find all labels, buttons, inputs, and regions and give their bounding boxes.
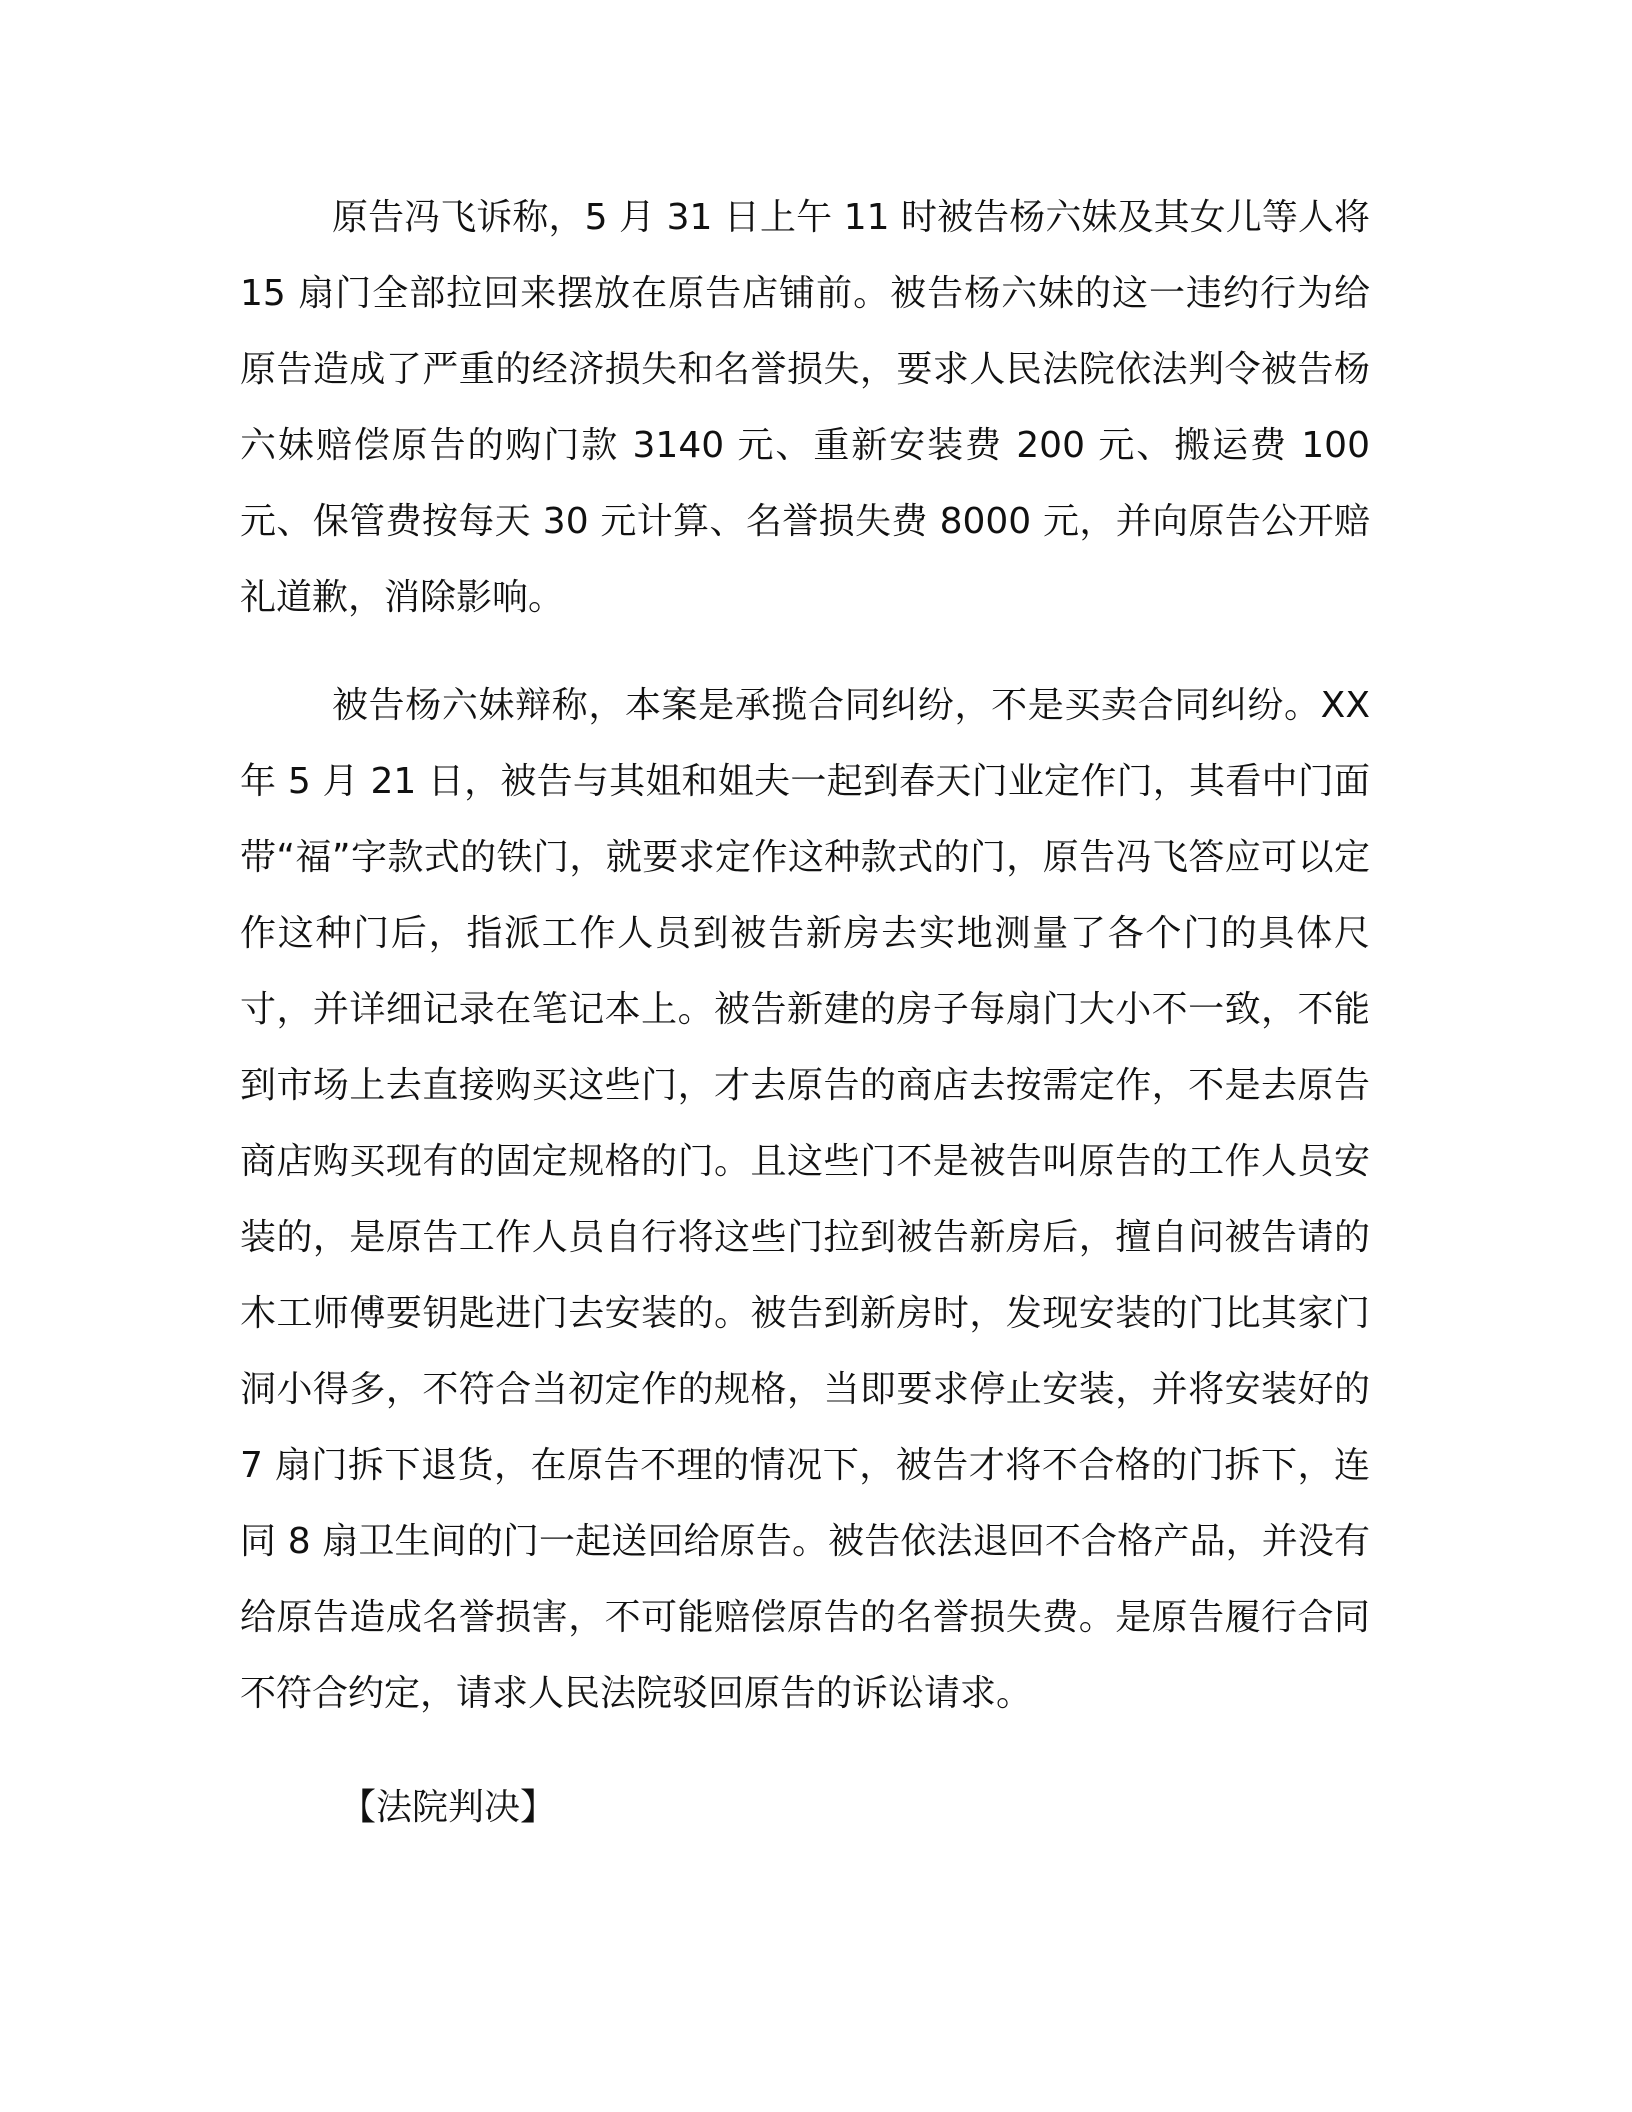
defendant-defense-paragraph: 被告杨六妹辩称，本案是承揽合同纠纷，不是买卖合同纠纷。XX 年 5 月 21 日，被告与其姐和姐夫一起到春天门业定作门，其看中门面带“福”字款式的铁门，就要求定作这种款式的门，原告冯飞答应可以定作这种门后，指派工作人员到被告新房去实地测量了各个门的具体尺寸，并详细记录在笔记本上。被告新建的房子每扇门大小不一致，不能到市场上去直接购买这些门，才去原告的商店去按需定作，不是去原告商店购买现有的固定规格的门。且这些门不是被告叫原告的工作人员安装的，是原告工作人员自行将这些门拉到被告新房后，擅自问被告请的木工师傅要钥匙进门去安装的。被告到新房时，发现安装的门比其家门洞小得多，不符合当初定作的规格，当即要求停止安装，并将安装好的 7 扇门拆下退货，在原告不理的情况下，被告才将不合格的门拆下，连同 8 扇卫生间的门一起送回给原告。被告依法退回不合格产品，并没有给原告造成名誉损害，不可能赔偿原告的名誉损失费。是原告履行合同不符合约定，请求人民法院驳回原告的诉讼请求。 (240, 685, 1370, 1714)
section-heading: 【法院判决】 (340, 1787, 557, 1828)
plaintiff-claim-paragraph: 原告冯飞诉称，5 月 31 日上午 11 时被告杨六妹及其女儿等人将 15 扇门全部拉回来摆放在原告店铺前。被告杨六妹的这一违约行为给原告造成了严重的经济损失和名誉损失，要求人民法院依法判令被告杨六妹赔偿原告的购门款 3140 元、重新安装费 200 元、搬运费 100 元、保管费按每天 30 元计算、名誉损失费 8000 元，并向原告公开赔礼道歉，消除影响。 (240, 197, 1370, 618)
